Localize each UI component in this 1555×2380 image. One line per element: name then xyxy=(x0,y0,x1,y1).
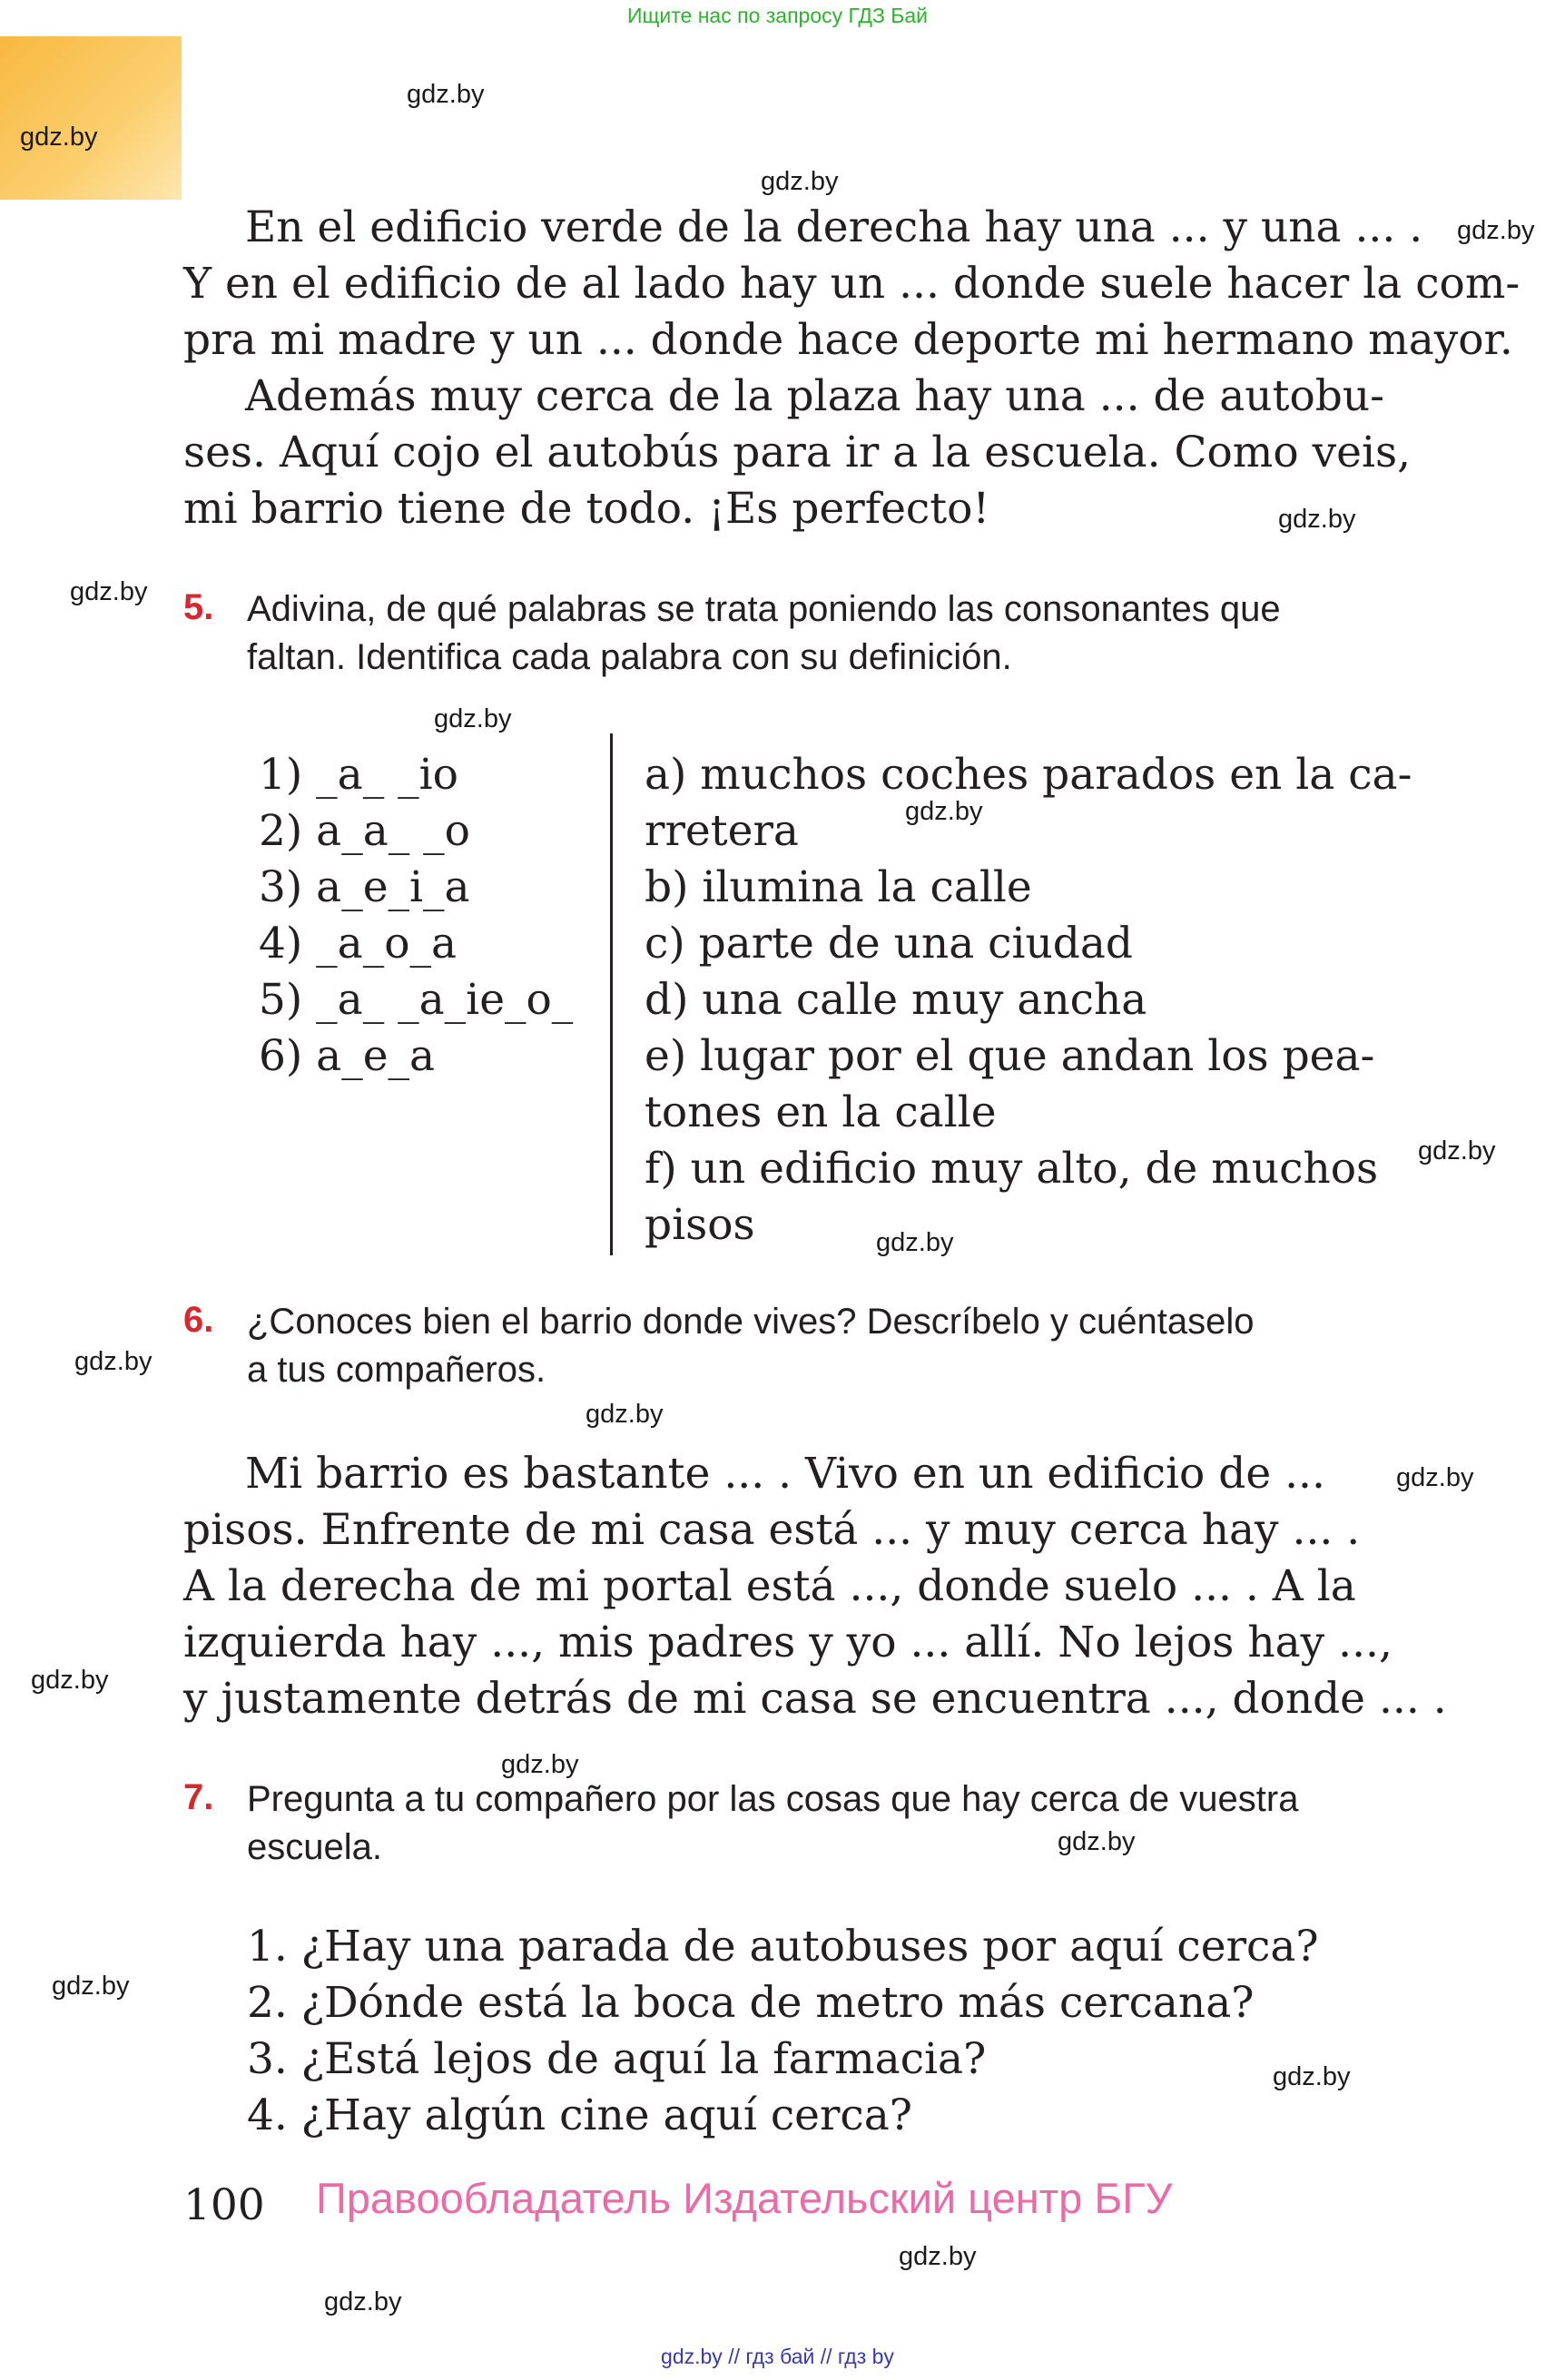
watermark: gdz.by xyxy=(407,80,485,109)
word-item: 6) a_e_a xyxy=(259,1031,436,1081)
watermark: gdz.by xyxy=(1457,216,1535,245)
corner-tab xyxy=(0,36,182,200)
watermark: gdz.by xyxy=(905,797,983,826)
top-banner[interactable]: Ищите нас по запросу ГДЗ Бай xyxy=(626,4,929,27)
watermark: gdz.by xyxy=(70,577,148,606)
text-line: Adivina, de qué palabras se trata poniendo las consonantes que xyxy=(247,589,1281,629)
watermark: gdz.by xyxy=(1418,1136,1496,1165)
definition-item: b) ilumina la calle xyxy=(645,862,1032,912)
text-line: izquierda hay ..., mis padres y yo ... allí. No lejos hay ..., xyxy=(183,1618,1393,1667)
word-item: 1) _a_ _io xyxy=(259,750,458,800)
text-line: a tus compañeros. xyxy=(247,1350,546,1390)
task-instruction xyxy=(247,1298,1255,1394)
task-number: 7. xyxy=(183,1777,214,1817)
watermark: gdz.by xyxy=(899,2242,977,2271)
word-item: 3) a_e_i_a xyxy=(259,862,470,912)
watermark: gdz.by xyxy=(1278,505,1356,534)
definition-item: tones en la calle xyxy=(645,1087,997,1137)
watermark: gdz.by xyxy=(501,1750,579,1779)
watermark: gdz.by xyxy=(20,123,98,152)
text-line: ¿Conoces bien el barrio donde vives? Descríbelo y cuéntaselo xyxy=(247,1302,1255,1342)
intro-paragraph-2 xyxy=(183,369,1412,537)
task-instruction xyxy=(247,1775,1298,1872)
definition-item: c) parte de una ciudad xyxy=(645,919,1133,969)
text-line: Y en el edificio de al lado hay un ... donde suele hacer la com- xyxy=(183,259,1521,309)
question-item: 3. ¿Está lejos de aquí la farmacia? xyxy=(247,2034,987,2084)
definition-item: a) muchos coches parados en la ca- xyxy=(645,750,1412,800)
watermark: gdz.by xyxy=(586,1400,664,1429)
word-item: 2) a_a_ _o xyxy=(259,806,470,856)
question-item: 4. ¿Hay algún cine aquí cerca? xyxy=(247,2090,912,2140)
column-divider xyxy=(610,733,613,1255)
definition-item: f) un edificio muy alto, de muchos xyxy=(645,1144,1379,1194)
definition-item: e) lugar por el que andan los pea- xyxy=(645,1031,1375,1081)
text-line: y justamente detrás de mi casa se encuentra ..., donde ... . xyxy=(183,1674,1447,1724)
watermark: gdz.by xyxy=(74,1347,153,1376)
page-number: 100 xyxy=(183,2180,265,2230)
question-item: 2. ¿Dónde está la boca de metro más cercana? xyxy=(247,1978,1255,2028)
watermark: gdz.by xyxy=(876,1228,954,1257)
task-number: 5. xyxy=(183,587,214,627)
watermark: gdz.by xyxy=(761,167,839,196)
text-line: mi barrio tiene de todo. ¡Es perfecto! xyxy=(183,484,990,534)
text-line: escuela. xyxy=(247,1827,382,1867)
text-line: Pregunta a tu compañero por las cosas que hay cerca de vuestra xyxy=(247,1779,1299,1819)
watermark: gdz.by xyxy=(52,1972,130,2001)
text-line: Mi barrio es bastante ... . Vivo en un edificio de ... xyxy=(245,1449,1325,1499)
text-line: Además muy cerca de la plaza hay una ... de autobu- xyxy=(245,371,1385,421)
watermark: gdz.by xyxy=(324,2287,402,2316)
text-line: pisos. Enfrente de mi casa está ... y muy cerca hay ... . xyxy=(183,1505,1361,1555)
text-line: faltan. Identifica cada palabra con su definición. xyxy=(247,637,1012,677)
copyright-notice: Правообладатель Издательский центр БГУ xyxy=(316,2174,1173,2222)
watermark: gdz.by xyxy=(31,1666,109,1695)
definition-item: rretera xyxy=(645,806,799,856)
task-instruction xyxy=(247,585,1281,682)
text-line: ses. Aquí cojo el autobús para ir a la escuela. Como veis, xyxy=(183,428,1412,477)
task-number: 6. xyxy=(183,1300,214,1340)
question-list xyxy=(247,1919,1319,2144)
text-line: En el edificio verde de la derecha hay una ... y una ... . xyxy=(245,202,1423,252)
word-list xyxy=(259,747,573,1085)
watermark: gdz.by xyxy=(434,704,512,733)
definition-list xyxy=(645,747,1412,1254)
definition-item: d) una calle muy ancha xyxy=(645,975,1147,1025)
word-item: 5) _a_ _a_ie_o_ xyxy=(259,975,574,1025)
watermark: gdz.by xyxy=(1058,1827,1136,1856)
watermark: gdz.by xyxy=(1396,1463,1474,1492)
question-item: 1. ¿Hay una parada de autobuses por aquí cerca? xyxy=(247,1922,1319,1972)
text-line: A la derecha de mi portal está ..., donde suelo ... . A la xyxy=(183,1561,1356,1611)
footer-links[interactable]: gdz.by // гдз бай // гдз by xyxy=(661,2345,894,2368)
definition-item: pisos xyxy=(645,1200,755,1250)
word-item: 4) _a_o_a xyxy=(259,919,458,969)
text-line: pra mi madre y un ... donde hace deporte mi hermano mayor. xyxy=(183,315,1513,365)
watermark: gdz.by xyxy=(1273,2062,1351,2091)
